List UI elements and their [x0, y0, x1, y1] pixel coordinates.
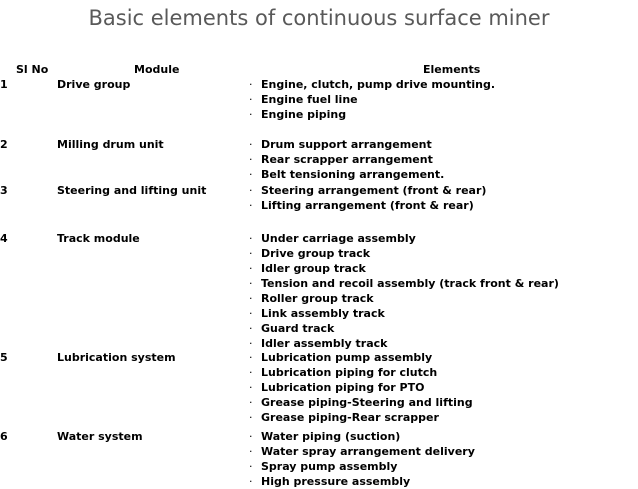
list-item: · Rear scrapper arrangement: [249, 153, 433, 166]
list-item: · Drum support arrangement: [249, 138, 432, 151]
row-sl-number: 2: [0, 138, 8, 151]
list-item: · Engine, clutch, pump drive mounting.: [249, 78, 496, 91]
bullet-icon: ·: [249, 322, 253, 335]
bullet-icon: ·: [249, 381, 253, 394]
row-module-name: Lubrication system: [57, 351, 176, 364]
bullet-icon: ·: [249, 351, 253, 364]
row-module-name: Steering and lifting unit: [57, 184, 207, 197]
bullet-icon: ·: [249, 366, 253, 379]
row-elements-list: [249, 350, 473, 425]
bullet-icon: ·: [249, 277, 253, 290]
row-module-name: Drive group: [57, 78, 131, 91]
list-item: · High pressure assembly: [249, 475, 411, 488]
list-item: · Link assembly track: [249, 307, 385, 320]
list-item: · Drive group track: [249, 247, 371, 260]
list-item: · Grease piping-Rear scrapper: [249, 411, 439, 424]
header-elements: Elements: [423, 63, 481, 76]
row-module-name: Track module: [57, 232, 140, 245]
bullet-icon: ·: [249, 93, 253, 106]
bullet-icon: ·: [249, 184, 253, 197]
list-item: · Lubrication piping for clutch: [249, 366, 438, 379]
row-sl-number: 4: [0, 232, 8, 245]
row-sl-number: 3: [0, 184, 8, 197]
row-sl-number: 6: [0, 430, 8, 443]
bullet-icon: ·: [249, 396, 253, 409]
bullet-icon: ·: [249, 475, 253, 488]
bullet-icon: ·: [249, 232, 253, 245]
list-item: · Steering arrangement (front & rear): [249, 184, 487, 197]
row-sl-number: 5: [0, 351, 8, 364]
bullet-icon: ·: [249, 262, 253, 275]
list-item: · Lifting arrangement (front & rear): [249, 199, 474, 212]
list-item: · Under carriage assembly: [249, 232, 416, 245]
bullet-icon: ·: [249, 199, 253, 212]
row-elements-list: [249, 137, 444, 182]
bullet-icon: ·: [249, 153, 253, 166]
bullet-icon: ·: [249, 411, 253, 424]
list-item: · Idler group track: [249, 262, 366, 275]
bullet-icon: ·: [249, 292, 253, 305]
bullet-icon: ·: [249, 78, 253, 91]
list-item: · Engine piping: [249, 108, 347, 121]
header-sl-no: Sl No: [16, 63, 49, 76]
row-module-name: Water system: [57, 430, 143, 443]
row-elements-list: [249, 429, 475, 489]
bullet-icon: ·: [249, 168, 253, 181]
row-elements-list: [249, 231, 559, 351]
bullet-icon: ·: [249, 460, 253, 473]
page-title: Basic elements of continuous surface miner: [88, 6, 550, 30]
bullet-icon: ·: [249, 307, 253, 320]
list-item: · Spray pump assembly: [249, 460, 398, 473]
header-module: Module: [134, 63, 180, 76]
list-item: · Engine fuel line: [249, 93, 358, 106]
bullet-icon: ·: [249, 247, 253, 260]
row-elements-list: [249, 77, 495, 122]
bullet-icon: ·: [249, 337, 253, 350]
list-item: · Guard track: [249, 322, 335, 335]
list-item: · Roller group track: [249, 292, 374, 305]
list-item: · Water spray arrangement delivery: [249, 445, 475, 458]
list-item: · Lubrication pump assembly: [249, 351, 433, 364]
bullet-icon: ·: [249, 138, 253, 151]
list-item: · Belt tensioning arrangement.: [249, 168, 445, 181]
row-module-name: Milling drum unit: [57, 138, 164, 151]
row-elements-list: [249, 183, 486, 213]
list-item: · Idler assembly track: [249, 337, 388, 350]
list-item: · Grease piping-Steering and lifting: [249, 396, 473, 409]
bullet-icon: ·: [249, 445, 253, 458]
bullet-icon: ·: [249, 108, 253, 121]
bullet-icon: ·: [249, 430, 253, 443]
list-item: · Lubrication piping for PTO: [249, 381, 425, 394]
list-item: · Water piping (suction): [249, 430, 401, 443]
row-sl-number: 1: [0, 78, 8, 91]
list-item: · Tension and recoil assembly (track front & rear): [249, 277, 559, 290]
